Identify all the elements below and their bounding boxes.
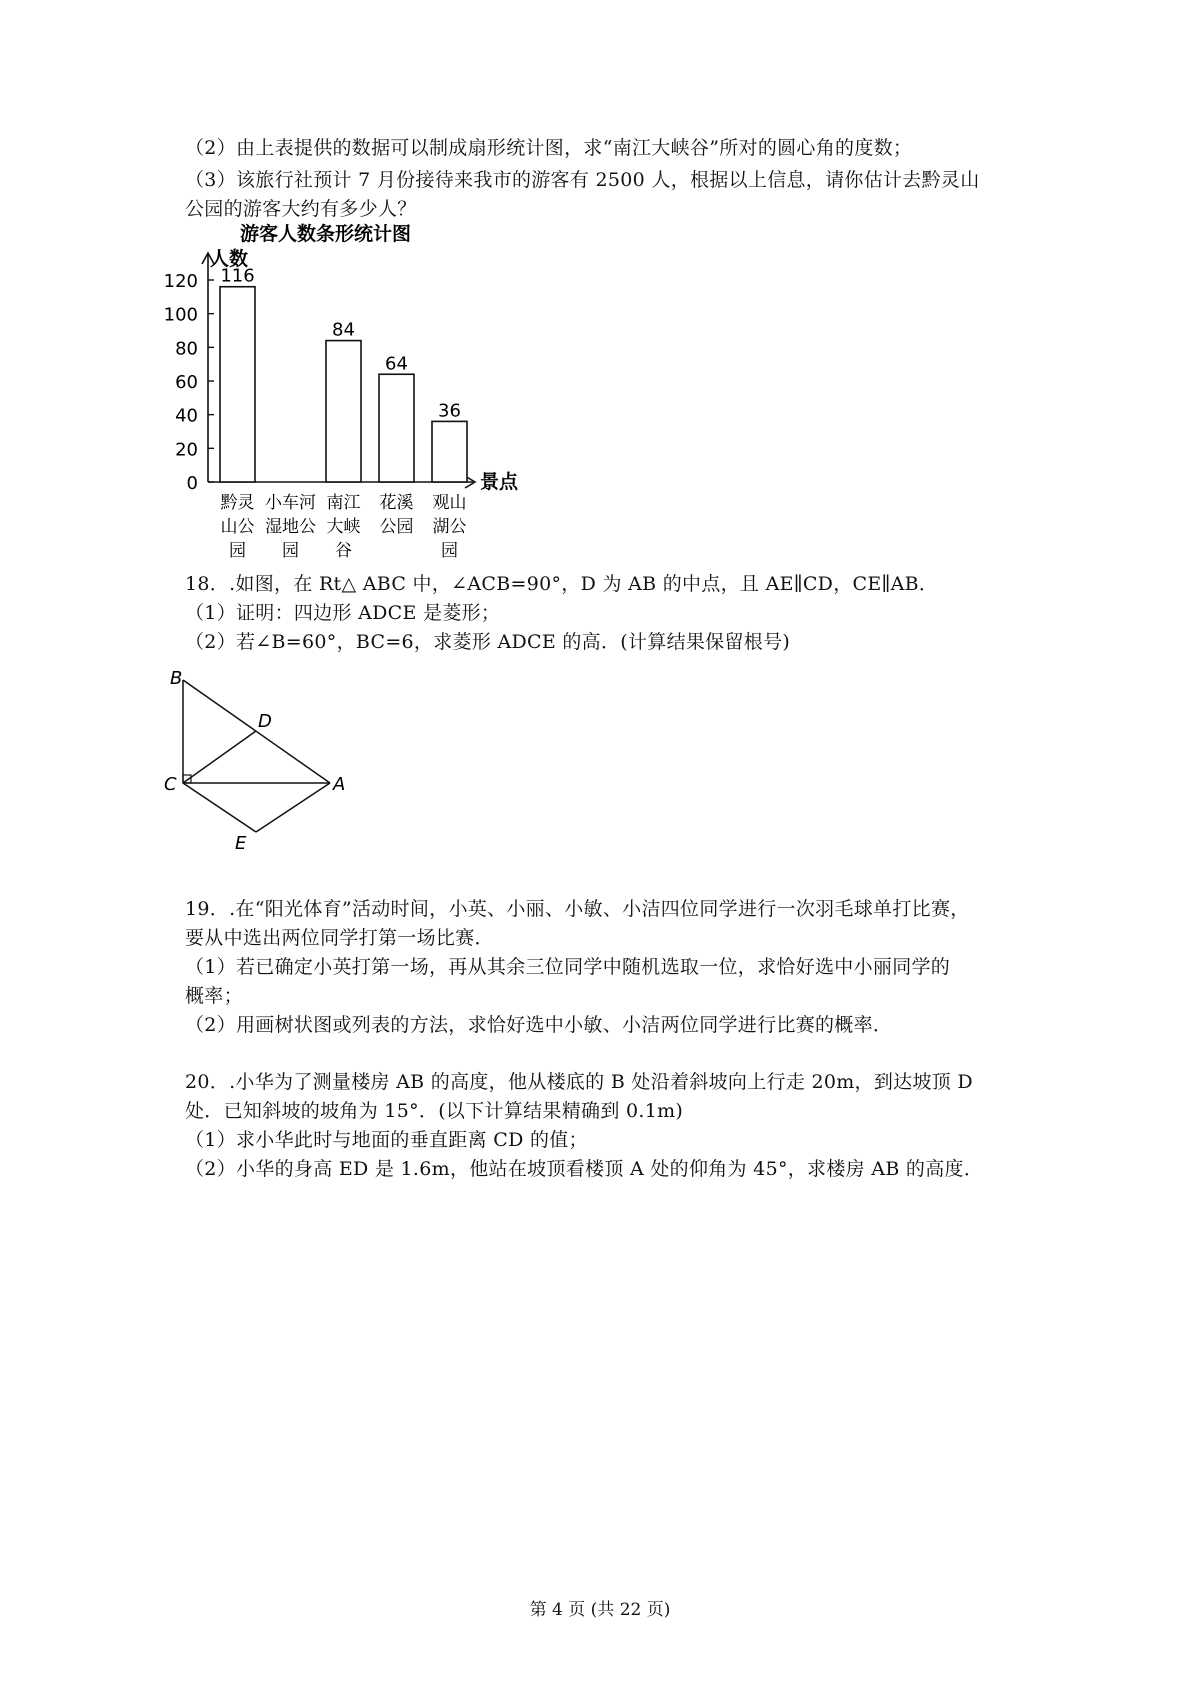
y-axis-label: 人数 xyxy=(210,248,249,270)
category-label: 谷 xyxy=(335,541,352,561)
bar xyxy=(432,421,467,482)
category-label: 湿地公 xyxy=(265,517,316,537)
q20-stem-line1: 20．.小华为了测量楼房 AB 的高度，他从楼底的 B 处沿着斜坡向上行走 20m，到达坡顶 D xyxy=(185,1071,973,1093)
tourist-bar-chart xyxy=(150,223,550,561)
q20-stem-line2: 处．已知斜坡的坡角为 15°．(以下计算结果精确到 0.1m) xyxy=(185,1100,684,1122)
q18-part1: （1）证明：四边形 ADCE 是菱形； xyxy=(185,602,501,624)
bar-value-label: 36 xyxy=(438,400,461,422)
label-a: A xyxy=(333,774,346,795)
figure-labels xyxy=(160,660,390,890)
category-label: 园 xyxy=(229,541,246,561)
q20-part2: （2）小华的身高 ED 是 1.6m，他站在坡顶看楼顶 A 处的仰角为 45°，求楼房 AB 的高度． xyxy=(185,1158,984,1180)
y-tick-label: 100 xyxy=(163,304,198,326)
page-footer: 第 4 页 (共 22 页) xyxy=(529,1600,671,1620)
category-label: 公园 xyxy=(379,517,414,537)
q19-part1-line1: （1）若已确定小英打第一场，再从其余三位同学中随机选取一位，求恰好选中小丽同学的 xyxy=(185,956,951,978)
y-tick-label: 120 xyxy=(163,271,198,292)
category-label: 湖公 xyxy=(432,517,467,537)
q18-part2: （2）若∠B=60°，BC=6，求菱形 ADCE 的高．(计算结果保留根号) xyxy=(185,631,791,653)
category-label: 园 xyxy=(441,541,458,561)
y-tick-label: 0 xyxy=(186,473,198,494)
q19-part1-line2: 概率； xyxy=(185,985,243,1007)
category-label: 园 xyxy=(282,541,299,561)
q19-stem-line1: 19．.在“阳光体育”活动时间，小英、小丽、小敏、小洁四位同学进行一次羽毛球单打比赛， xyxy=(185,898,970,920)
chart-title: 游客人数条形统计图 xyxy=(240,223,412,245)
q18-stem: 18．.如图，在 Rt△ ABC 中，∠ACB=90°，D 为 AB 的中点，且 AE∥CD，CE∥AB． xyxy=(185,573,939,595)
bar xyxy=(220,287,255,482)
category-label: 大峡 xyxy=(326,517,361,537)
bar xyxy=(326,341,361,482)
label-d: D xyxy=(258,711,272,732)
category-label: 花溪 xyxy=(379,493,414,513)
label-c: C xyxy=(164,774,177,795)
category-label: 南江 xyxy=(326,493,361,513)
category-label: 山公 xyxy=(220,517,255,537)
bar xyxy=(379,374,414,482)
q19-part2: （2）用画树状图或列表的方法，求恰好选中小敏、小洁两位同学进行比赛的概率． xyxy=(185,1014,893,1036)
label-b: B xyxy=(170,668,183,689)
label-e: E xyxy=(235,833,247,854)
bar-value-label: 84 xyxy=(332,319,355,341)
q20-part1: （1）求小华此时与地面的垂直距离 CD 的值； xyxy=(185,1129,588,1151)
q17-part3-line2: 公园的游客大约有多少人？ xyxy=(185,198,417,220)
category-label: 观山 xyxy=(432,493,467,513)
bar-value-label: 64 xyxy=(385,353,408,375)
y-tick-label: 20 xyxy=(175,439,198,461)
x-axis-label: 景点 xyxy=(480,471,519,493)
category-label: 小车河 xyxy=(265,493,316,513)
bar-value-label: 116 xyxy=(220,265,255,287)
q17-part3-line1: （3）该旅行社预计 7 月份接待来我市的游客有 2500 人，根据以上信息，请你估计去黔灵山 xyxy=(185,169,980,191)
q19-stem-line2: 要从中选出两位同学打第一场比赛． xyxy=(185,927,494,949)
y-tick-label: 80 xyxy=(175,338,198,360)
q17-part2: （2）由上表提供的数据可以制成扇形统计图，求“南江大峡谷”所对的圆心角的度数； xyxy=(185,137,913,159)
y-tick-label: 60 xyxy=(175,372,198,393)
y-tick-label: 40 xyxy=(175,405,198,427)
category-label: 黔灵 xyxy=(220,493,255,513)
